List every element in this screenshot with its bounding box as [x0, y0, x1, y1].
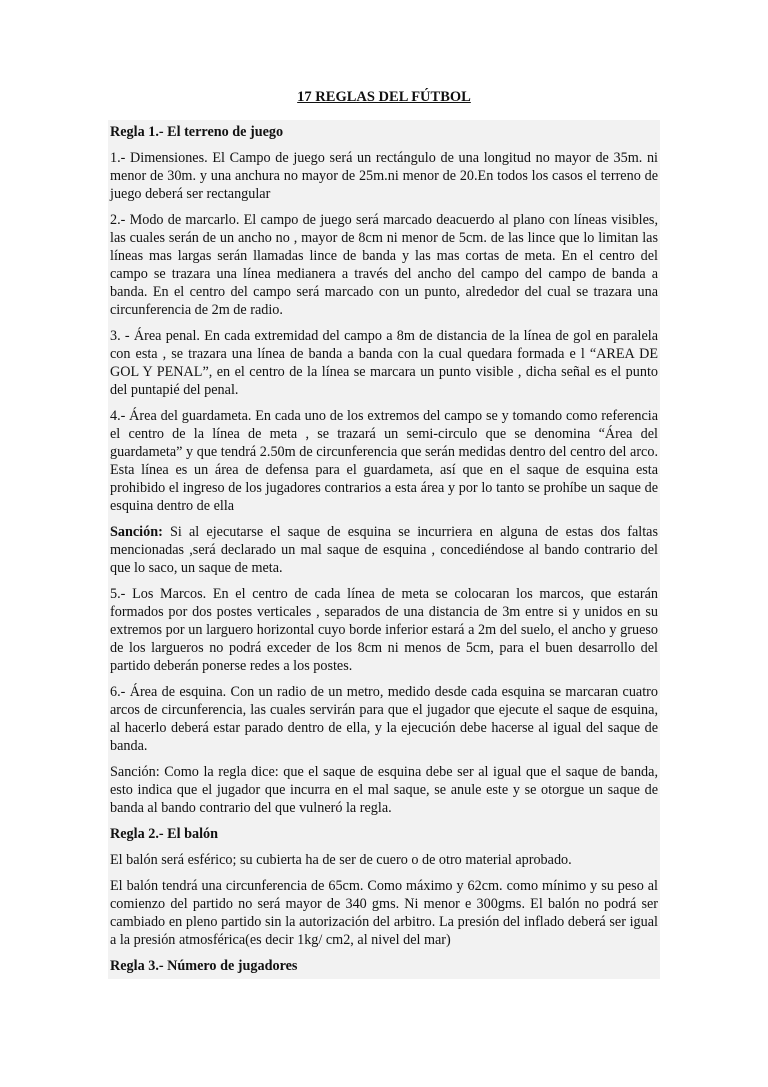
paragraph-sancion-1	[110, 523, 658, 577]
paragraph-modo-de-marcarlo: 2.- Modo de marcarlo. El campo de juego será marcado deacuerdo al plano con líneas visibles, las cuales serán de un ancho no , mayor de 8cm ni menor de 5cm. de las lince que lo limitan las líneas mas largas serán llamadas lince de banda y las mas cortas de meta. En el centro del campo se trazara una línea medianera a través del ancho del campo del campo de banda a banda. En el centro del campo será marcado con un punto, alrededor del cual se trazara una circunferencia de 2m de radio.	[110, 212, 658, 318]
paragraph-area-esquina: 6.- Área de esquina. Con un radio de un metro, medido desde cada esquina se marcaran cuatro arcos de circunferencia, las cuales servirán para que el jugador que ejecute el saque de esquina, al hacerlo deberá estar parado dentro de ella, y la ejecución debe hacerse al igual del saque de banda.	[110, 684, 658, 754]
regla-1-heading: Regla 1.- El terreno de juego	[110, 124, 284, 140]
paragraph-sancion-2: Sanción: Como la regla dice: que el saque de esquina debe ser al igual que el saque de banda, esto indica que el jugador que incurra en el mal saque, se anule este y se otorgue un saque de banda al bando contrario del que vulneró la regla.	[110, 764, 658, 816]
document-title: 17 REGLAS DEL FÚTBOL	[297, 89, 471, 105]
paragraph-los-marcos: 5.- Los Marcos. En el centro de cada línea de meta se colocaran los marcos, que estarán formados por dos postes verticales , separados de una distancia de 3m entre si y unidos en su extremos por un larguero horizontal cuyo borde inferior estará a 2m del suelo, el ancho y grueso de los largueros no podrá exceder de los 8cm ni menos de 5cm, para el buen desarrollo del partido deberán ponerse redes a los postes.	[110, 586, 658, 674]
sancion-text: Si al ejecutarse el saque de esquina se incurriera en alguna de estas dos faltas mencionadas ,será declarado un mal saque de esquina , concediéndose al bando contrario del que lo saco, un saque de meta.	[110, 524, 658, 576]
paragraph-balon-medidas: El balón tendrá una circunferencia de 65cm. Como máximo y 62cm. como mínimo y su peso al comienzo del partido no será mayor de 340 gms. Ni menor e 300gms. El balón no podrá ser cambiado en pleno partido sin la autorización del arbitro. La presión del inflado deberá ser igual a la presión atmosférica(es decir 1kg/ cm2, al nivel del mar)	[110, 878, 658, 948]
regla-3-heading: Regla 3.- Número de jugadores	[110, 958, 298, 974]
paragraph-area-guardameta: 4.- Área del guardameta. En cada uno de los extremos del campo se y tomando como referencia el centro de la línea de meta , se trazará un semi-circulo que se denomina “Área del guardameta” y que tendrá 2.50m de circunferencia que serán medidas dentro del centro del arco. Esta línea es un área de defensa para el guardameta, así que en el saque de esquina esta prohibido el ingreso de los jugadores contrarios a esta área y por lo tanto se prohíbe un saque de esquina dentro de ella	[110, 408, 658, 514]
sancion-label: Sanción:	[110, 524, 163, 540]
regla-2-heading: Regla 2.- El balón	[110, 826, 218, 842]
paragraph-balon-esferico: El balón será esférico; su cubierta ha de ser de cuero o de otro material aprobado.	[110, 852, 572, 868]
document-body	[108, 120, 660, 979]
paragraph-dimensiones: 1.- Dimensiones. El Campo de juego será un rectángulo de una longitud no mayor de 35m. ni menor de 30m. y una anchura no mayor de 25m.ni menor de 20.En todos los casos el terreno de juego deberá ser rectangular	[110, 150, 658, 202]
paragraph-area-penal: 3. - Área penal. En cada extremidad del campo a 8m de distancia de la línea de gol en paralela con esta , se trazara una línea de banda a banda con la cual quedara formada e l “AREA DE GOL Y PENAL”, en el centro de la línea se marcara un punto visible , dicha señal es el punto del puntapié del penal.	[110, 328, 658, 398]
